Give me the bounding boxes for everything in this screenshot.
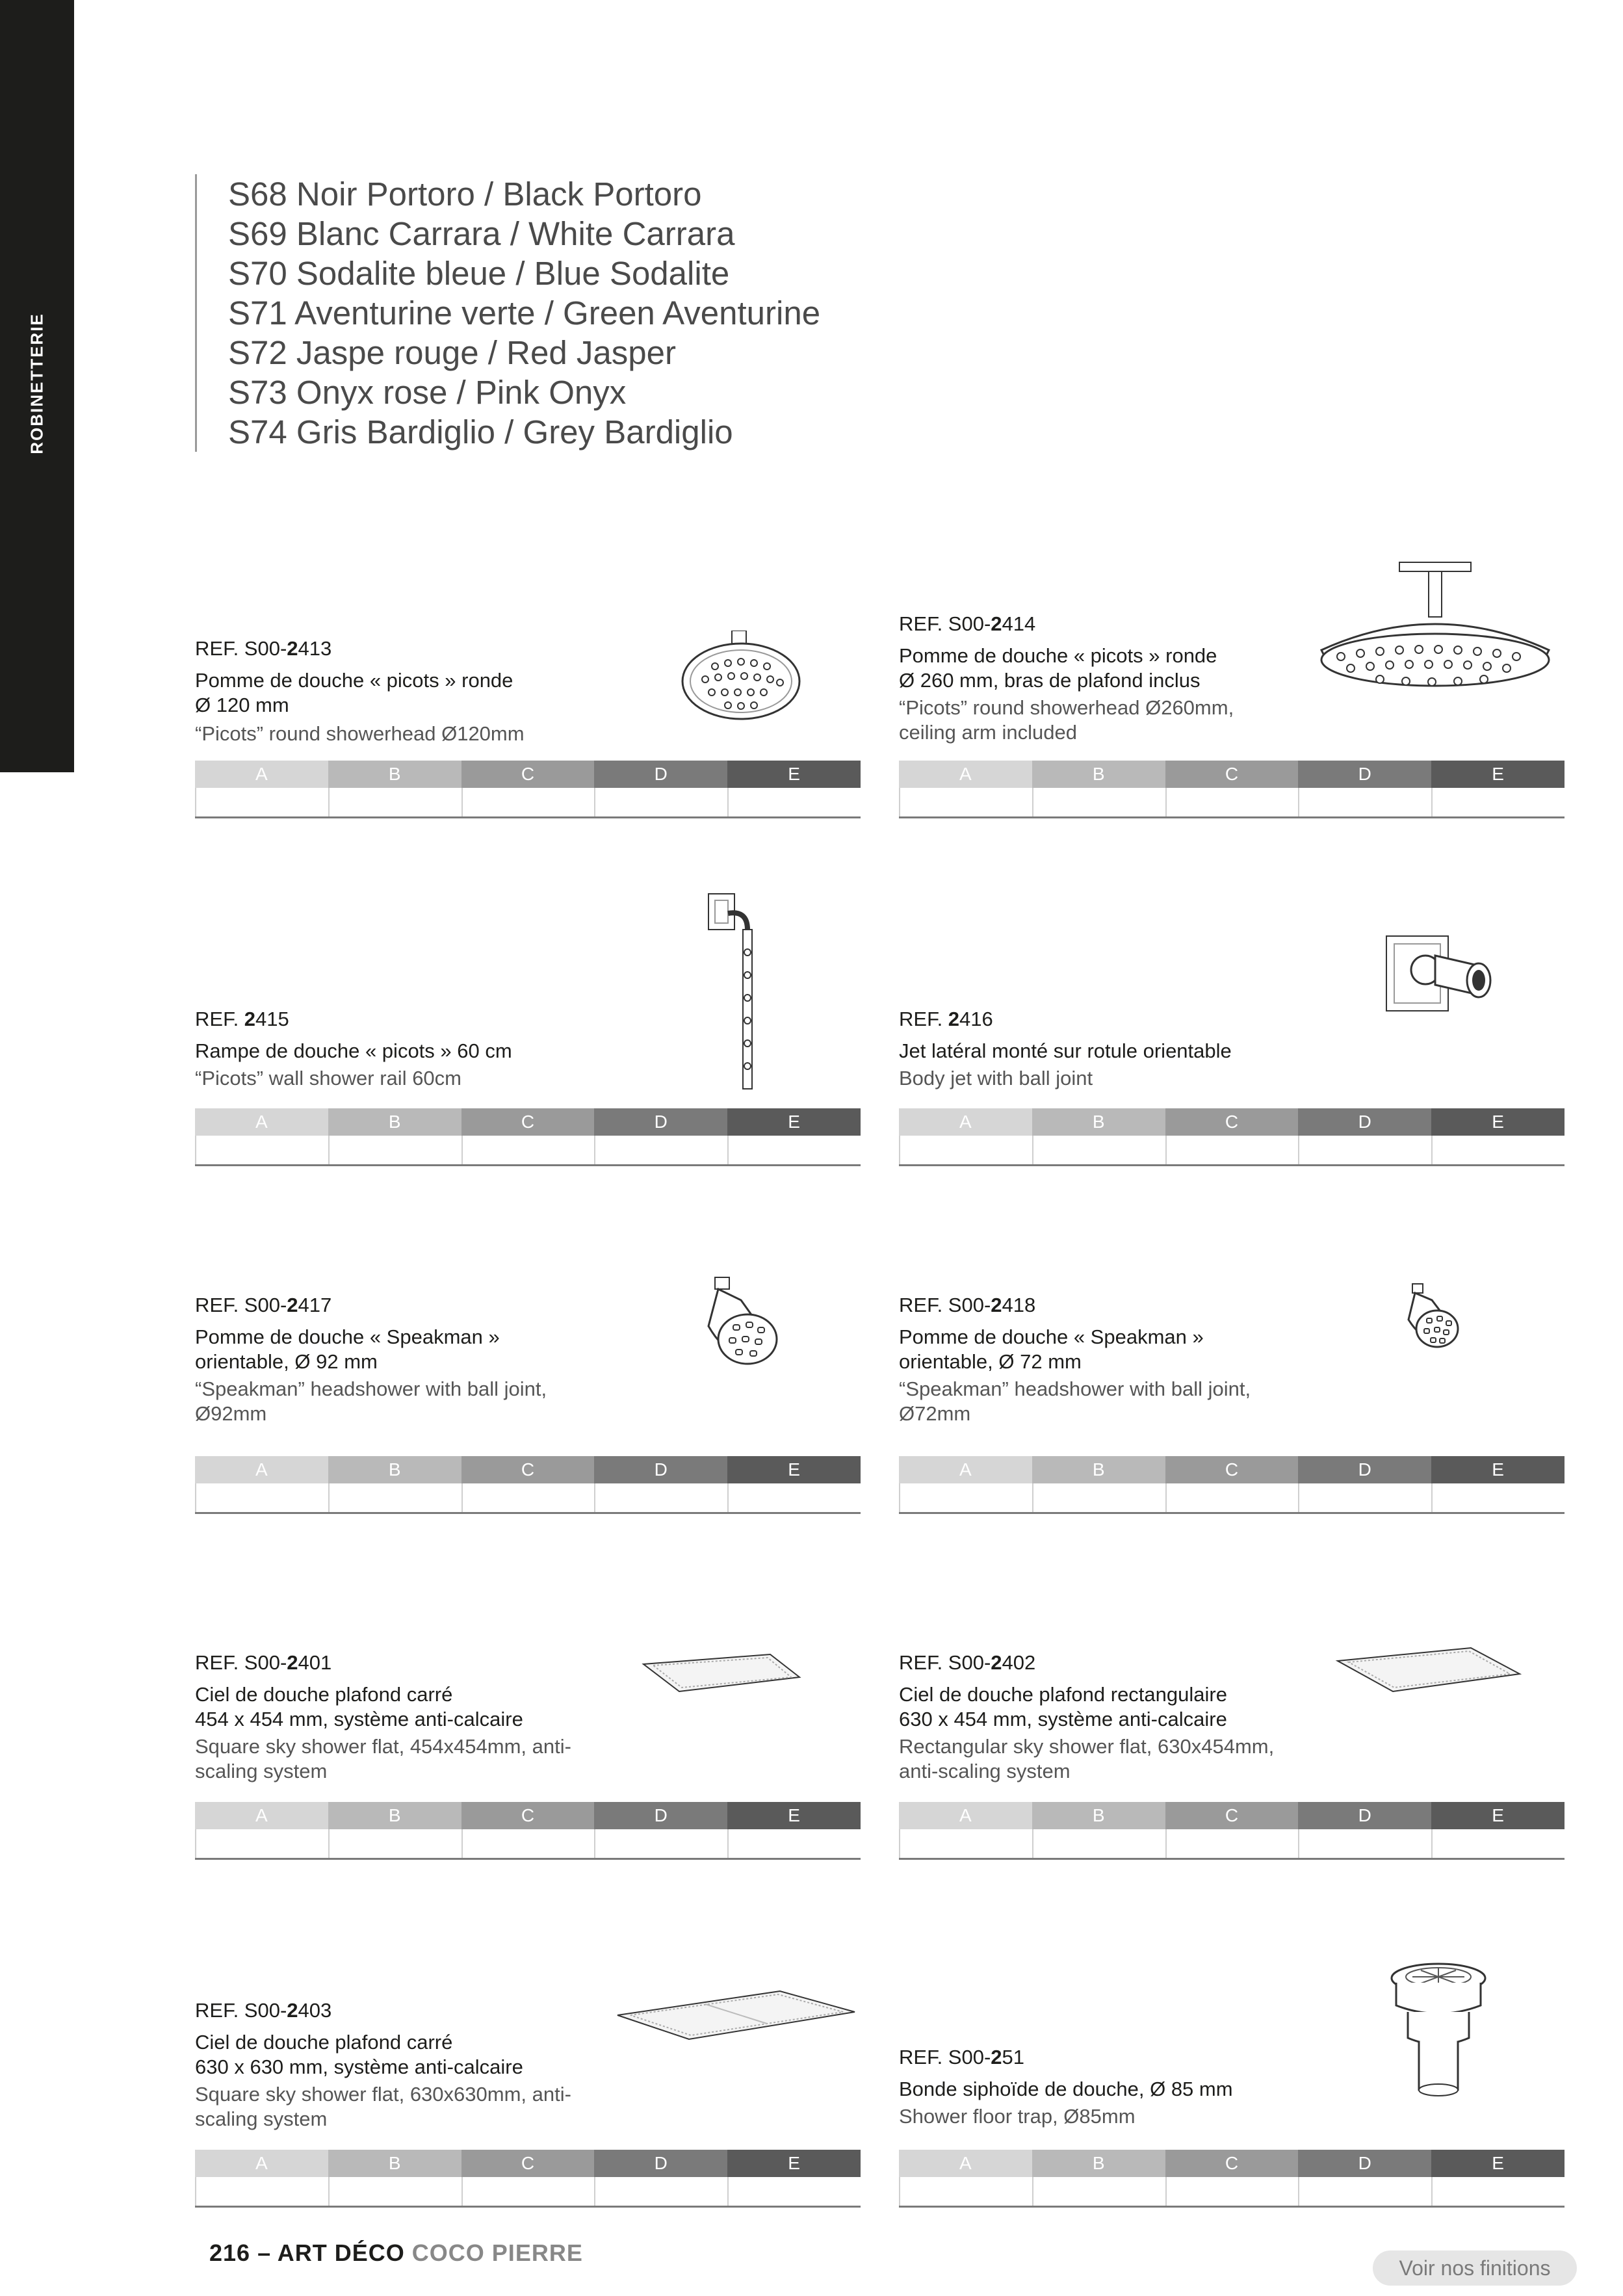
finish-b: B bbox=[328, 2150, 461, 2177]
product-ref: REF. 2415 bbox=[195, 1008, 289, 1030]
wall-shower-rail-icon bbox=[702, 891, 773, 1092]
product-card bbox=[899, 559, 1565, 819]
product-ref: REF. S00-2418 bbox=[899, 1294, 1036, 1316]
finish-c: C bbox=[461, 1108, 595, 1136]
product-description-en: “Speakman” headshower with ball joint, Ø72mm bbox=[899, 1377, 1251, 1425]
finish-table bbox=[899, 1108, 1565, 1166]
product-description-en: Square sky shower flat, 630x630mm, anti- scaling system bbox=[195, 2083, 571, 2130]
product-card bbox=[195, 1632, 861, 1862]
shower-floor-trap-icon bbox=[1383, 1960, 1494, 2100]
finish-d: D bbox=[1298, 1456, 1431, 1483]
finish-c: C bbox=[1165, 761, 1299, 788]
finish-b: B bbox=[328, 1456, 461, 1483]
finish-c: C bbox=[1165, 1802, 1299, 1829]
finish-table bbox=[195, 1802, 861, 1859]
product-description-fr: Rampe de douche « picots » 60 cm bbox=[195, 1039, 512, 1062]
finish-d: D bbox=[594, 2150, 727, 2177]
finish-c: C bbox=[1165, 1108, 1299, 1136]
product-description-fr: Pomme de douche « picots » ronde Ø 260 mm, bras de plafond inclus bbox=[899, 644, 1217, 692]
finish-c: C bbox=[461, 2150, 595, 2177]
product-ref: REF. 2416 bbox=[899, 1008, 993, 1030]
finish-a: A bbox=[899, 1802, 1032, 1829]
finish-table bbox=[195, 1456, 861, 1513]
finish-a: A bbox=[195, 761, 328, 788]
finish-c: C bbox=[461, 1456, 595, 1483]
ceiling-showerhead-icon bbox=[1308, 559, 1562, 709]
finish-b: B bbox=[1032, 1802, 1165, 1829]
finish-a: A bbox=[899, 1108, 1032, 1136]
finish-table bbox=[195, 761, 861, 818]
stone-item: S71 Aventurine verte / Green Aventurine bbox=[228, 294, 821, 332]
finish-e: E bbox=[1431, 1802, 1565, 1829]
stone-item: S74 Gris Bardiglio / Grey Bardiglio bbox=[228, 413, 733, 450]
finish-b: B bbox=[1032, 1108, 1165, 1136]
stone-item: S68 Noir Portoro / Black Portoro bbox=[228, 176, 702, 213]
product-ref: REF. S00-2403 bbox=[195, 1999, 332, 2022]
stone-item: S69 Blanc Carrara / White Carrara bbox=[228, 215, 735, 252]
product-description-en: “Picots” wall shower rail 60cm bbox=[195, 1067, 461, 1089]
finish-table bbox=[195, 1108, 861, 1166]
finish-c: C bbox=[1165, 1456, 1299, 1483]
product-description-fr: Ciel de douche plafond rectangulaire 630 x 454 mm, système anti-calcaire bbox=[899, 1683, 1227, 1730]
finish-c: C bbox=[461, 1802, 595, 1829]
finish-d: D bbox=[1298, 1108, 1431, 1136]
finish-d: D bbox=[594, 1456, 727, 1483]
product-description-en: “Picots” round showerhead Ø260mm, ceiling arm included bbox=[899, 696, 1234, 744]
finish-c: C bbox=[461, 761, 595, 788]
finish-e: E bbox=[727, 2150, 861, 2177]
product-description-fr: Ciel de douche plafond carré 454 x 454 mm, système anti-calcaire bbox=[195, 1683, 523, 1730]
product-description-en: Rectangular sky shower flat, 630x454mm, anti-scaling system bbox=[899, 1735, 1275, 1782]
finish-b: B bbox=[328, 1802, 461, 1829]
product-description-fr: Bonde siphoïde de douche, Ø 85 mm bbox=[899, 2078, 1233, 2100]
product-description-fr: Pomme de douche « picots » ronde Ø 120 mm bbox=[195, 669, 513, 716]
finish-a: A bbox=[899, 2150, 1032, 2177]
finish-b: B bbox=[1032, 2150, 1165, 2177]
finish-a: A bbox=[195, 2150, 328, 2177]
finish-d: D bbox=[1298, 1802, 1431, 1829]
large-square-sky-shower-icon bbox=[614, 1986, 858, 2044]
product-ref: REF. S00-2417 bbox=[195, 1294, 332, 1316]
finish-e: E bbox=[1431, 2150, 1565, 2177]
product-description-en: Body jet with ball joint bbox=[899, 1067, 1093, 1089]
finish-e: E bbox=[727, 761, 861, 788]
product-ref: REF. S00-2413 bbox=[195, 637, 332, 660]
section-label: ROBINETTERIE bbox=[27, 313, 47, 454]
finish-b: B bbox=[328, 1108, 461, 1136]
product-card bbox=[195, 1979, 861, 2210]
finish-a: A bbox=[195, 1108, 328, 1136]
finish-table bbox=[899, 2150, 1565, 2207]
product-card bbox=[195, 891, 861, 1167]
page-number: 216 bbox=[209, 2239, 251, 2266]
stone-item: S72 Jaspe rouge / Red Jasper bbox=[228, 334, 676, 371]
finish-e: E bbox=[727, 1456, 861, 1483]
finish-a: A bbox=[195, 1802, 328, 1829]
product-card bbox=[195, 631, 861, 819]
product-description-en: Shower floor trap, Ø85mm bbox=[899, 2105, 1136, 2128]
finish-a: A bbox=[899, 1456, 1032, 1483]
product-description-fr: Jet latéral monté sur rotule orientable bbox=[899, 1039, 1232, 1062]
speakman-headshower-small-icon bbox=[1399, 1281, 1464, 1352]
view-finishes-button[interactable]: Voir nos finitions bbox=[1373, 2250, 1577, 2286]
product-card bbox=[195, 1274, 861, 1515]
finish-table bbox=[899, 1456, 1565, 1513]
range-name: COCO PIERRE bbox=[411, 2239, 583, 2266]
square-sky-shower-icon bbox=[640, 1651, 803, 1697]
product-description-en: Square sky shower flat, 454x454mm, anti- scaling system bbox=[195, 1735, 571, 1782]
finish-a: A bbox=[899, 761, 1032, 788]
finish-d: D bbox=[594, 1802, 727, 1829]
finish-d: D bbox=[594, 761, 727, 788]
finish-e: E bbox=[727, 1802, 861, 1829]
product-ref: REF. S00-2401 bbox=[195, 1651, 332, 1674]
page-footer: 216 – ART DÉCO COCO PIERRE bbox=[209, 2239, 583, 2266]
finish-d: D bbox=[1298, 761, 1431, 788]
finish-e: E bbox=[727, 1108, 861, 1136]
product-card bbox=[899, 1632, 1565, 1862]
finish-d: D bbox=[594, 1108, 727, 1136]
product-card bbox=[899, 1960, 1565, 2210]
body-jet-icon bbox=[1380, 930, 1510, 1021]
finish-table bbox=[899, 761, 1565, 818]
product-card bbox=[899, 1274, 1565, 1515]
finish-b: B bbox=[1032, 1456, 1165, 1483]
product-description-en: “Picots” round showerhead Ø120mm bbox=[195, 722, 525, 745]
finish-e: E bbox=[1431, 1108, 1565, 1136]
finish-e: E bbox=[1431, 761, 1565, 788]
collection-name: ART DÉCO bbox=[277, 2239, 405, 2266]
product-description-fr: Pomme de douche « Speakman » orientable, Ø 92 mm bbox=[195, 1325, 500, 1373]
product-card bbox=[899, 930, 1565, 1167]
product-description-fr: Ciel de douche plafond carré 630 x 630 mm, système anti-calcaire bbox=[195, 2031, 523, 2078]
finish-table bbox=[195, 2150, 861, 2207]
product-ref: REF. S00-2402 bbox=[899, 1651, 1036, 1674]
stone-item: S73 Onyx rose / Pink Onyx bbox=[228, 374, 627, 411]
speakman-headshower-icon bbox=[695, 1274, 786, 1372]
finish-b: B bbox=[1032, 761, 1165, 788]
round-showerhead-icon bbox=[676, 631, 806, 728]
stone-finish-list bbox=[195, 174, 820, 452]
finish-a: A bbox=[195, 1456, 328, 1483]
product-ref: REF. S00-251 bbox=[899, 2046, 1025, 2068]
finish-d: D bbox=[1298, 2150, 1431, 2177]
stone-item: S70 Sodalite bleue / Blue Sodalite bbox=[228, 255, 730, 292]
side-tab bbox=[0, 0, 74, 772]
finish-table bbox=[899, 1802, 1565, 1859]
finish-e: E bbox=[1431, 1456, 1565, 1483]
finish-b: B bbox=[328, 761, 461, 788]
rectangular-sky-shower-icon bbox=[1334, 1645, 1523, 1697]
finish-c: C bbox=[1165, 2150, 1299, 2177]
product-description-en: “Speakman” headshower with ball joint, Ø92mm bbox=[195, 1377, 547, 1425]
product-ref: REF. S00-2414 bbox=[899, 612, 1036, 635]
product-description-fr: Pomme de douche « Speakman » orientable, Ø 72 mm bbox=[899, 1325, 1204, 1373]
